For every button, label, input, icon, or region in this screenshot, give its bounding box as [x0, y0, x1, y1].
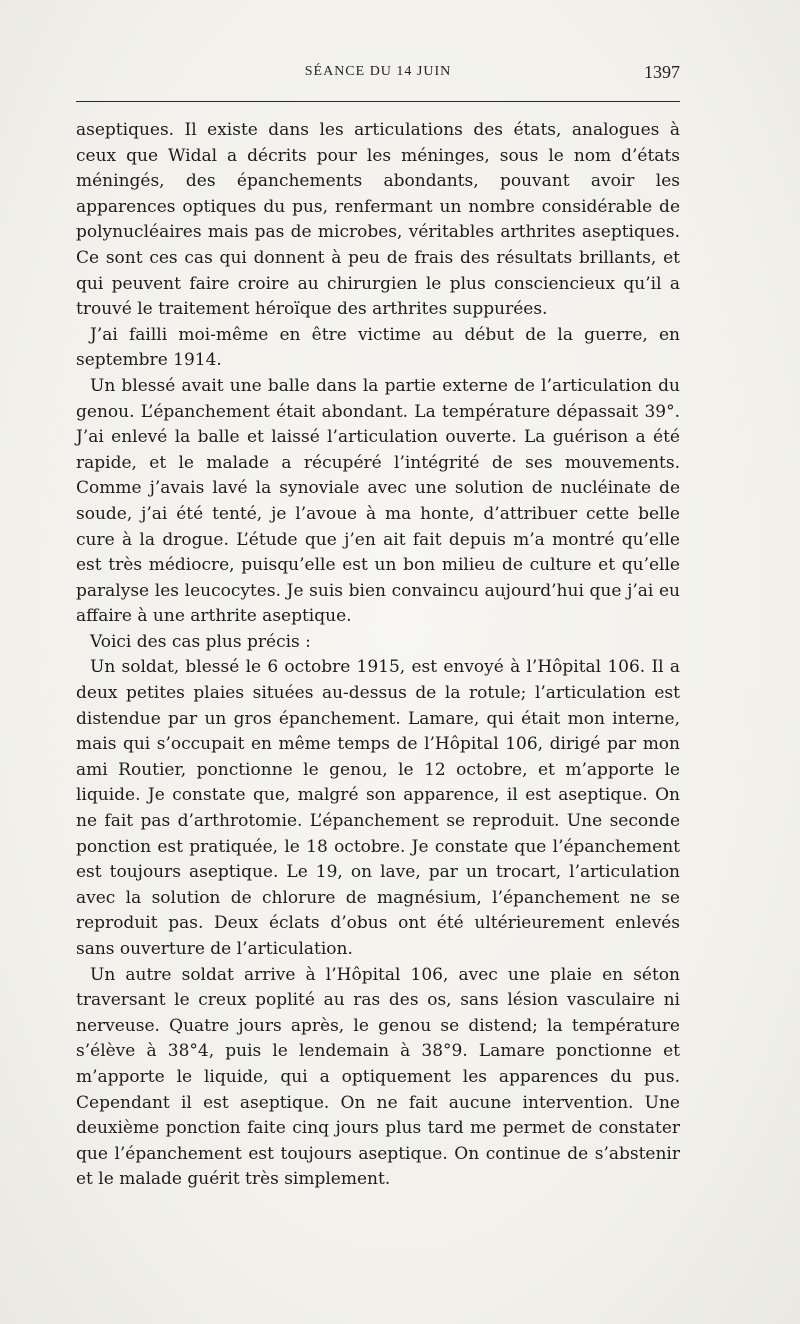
paragraph: Un blessé avait une balle dans la partie externe de l’articulation du genou. L’épanchement était abondant. La température dépassait 39°. J’ai enlevé la balle et laissé l’articulation ouverte. La guérison a été rapide, et le malade a récupéré l’intégrité de ses mouvements. Comme j’avais lavé la synoviale avec une solution de nucléinate de soude, j’ai été tenté, je l’avoue à ma honte, d’attribuer cette belle cure à la drogue. L’étude que j’en ait fait depuis m’a montré qu’elle est très médiocre, puisqu’elle est un bon milieu de culture et qu’elle paralyse les leucocytes. Je suis bien convaincu aujourd’hui que j’ai eu affaire à une arthrite aseptique. [76, 375, 680, 627]
running-head [76, 64, 680, 88]
paragraph-continuation: aseptiques. Il existe dans les articulations des états, analogues à ceux que Widal a décrits pour les méninges, sous le nom d’états méningés, des épanchements abondants, pouvant avoir les apparences optiques du pus, renfermant un nombre considérable de polynucléaires mais pas de microbes, véritables arthrites aseptiques. Ce sont ces cas qui donnent à peu de frais des résultats brillants, et qui peuvent faire croire au chirurgien le plus consciencieux qu’il a trouvé le traitement héroïque des arthrites suppurées. [76, 120, 680, 320]
paragraph: Voici des cas plus précis : [90, 631, 311, 652]
page-number: 1397 [644, 62, 680, 82]
paragraph: Un autre soldat arrive à l’Hôpital 106, avec une plaie en séton traversant le creux poplité au ras des os, sans lésion vasculaire ni nerveuse. Quatre jours après, le genou se distend; la température s’élève à 38°4, puis le lendemain à 38°9. Lamare ponctionne et m’apporte le liquide, qui a optiquement les apparences du pus. Cependant il est aseptique. On ne fait aucune intervention. Une deuxième ponction faite cinq jours plus tard me permet de constater que l’épanchement est toujours aseptique. On continue de s’abstenir et le malade guérit très simplement. [76, 964, 680, 1190]
header-rule [76, 101, 680, 102]
paragraph: J’ai failli moi-même en être victime au début de la guerre, en septembre 1914. [76, 324, 680, 371]
paragraph: Un soldat, blessé le 6 octobre 1915, est envoyé à l’Hôpital 106. Il a deux petites plaies situées au-dessus de la rotule; l’articulation est distendue par un gros épanchement. Lamare, qui était mon interne, mais qui s’occupait en même temps de l’Hôpital 106, dirigé par mon ami Routier, ponctionne le genou, le 12 octobre, et m’apporte le liquide. Je constate que, malgré son apparence, il est aseptique. On ne fait pas d’arthrotomie. L’épanchement se reproduit. Une seconde ponction est pratiquée, le 18 octobre. Je constate que l’épanchement est toujours aseptique. Le 19, on lave, par un trocart, l’articulation avec la solution de chlorure de magnésium, l’épanchement ne se reproduit pas. Deux éclats d’obus ont été ultérieurement enlevés sans ouverture de l’articulation. [76, 657, 680, 959]
running-title: SÉANCE DU 14 JUIN [304, 64, 452, 79]
body-text [76, 118, 680, 1193]
